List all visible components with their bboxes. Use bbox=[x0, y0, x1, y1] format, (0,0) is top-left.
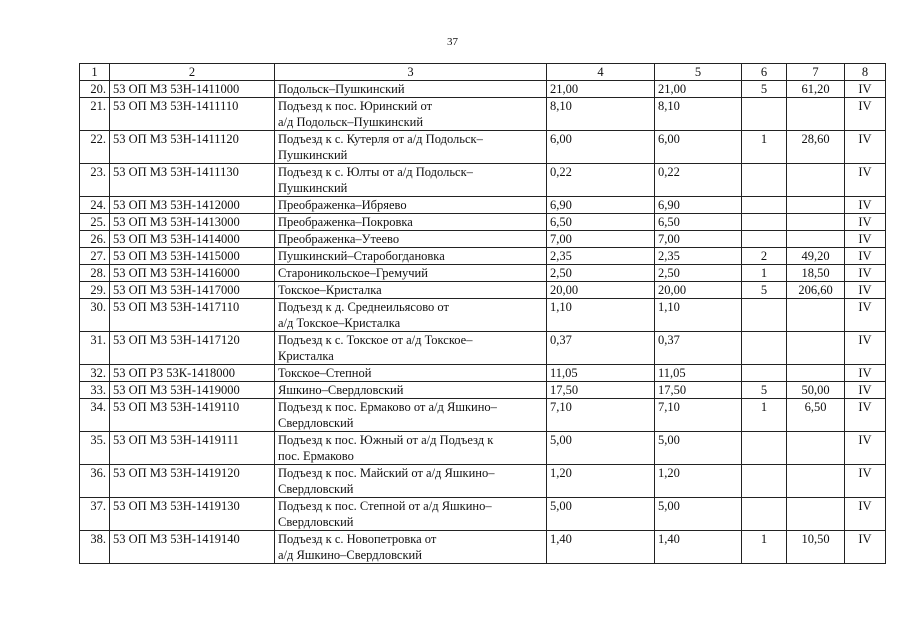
road-name bbox=[275, 231, 547, 248]
road-name-line: Пушкинский bbox=[278, 148, 348, 162]
row-number: 30. bbox=[80, 299, 110, 332]
category-value: IV bbox=[845, 131, 886, 164]
column-header: 3 bbox=[275, 64, 547, 81]
column-header: 7 bbox=[787, 64, 845, 81]
length-value-2: 6,50 bbox=[655, 214, 742, 231]
row-number: 25. bbox=[80, 214, 110, 231]
table-row bbox=[80, 282, 886, 299]
measure-value: 18,50 bbox=[787, 265, 845, 282]
category-value: IV bbox=[845, 197, 886, 214]
measure-value bbox=[787, 98, 845, 131]
table-row bbox=[80, 531, 886, 564]
category-value: IV bbox=[845, 164, 886, 197]
road-code: 53 ОП МЗ 53Н-1417110 bbox=[110, 299, 275, 332]
road-code: 53 ОП МЗ 53Н-1411000 bbox=[110, 81, 275, 98]
road-code: 53 ОП РЗ 53К-1418000 bbox=[110, 365, 275, 382]
road-name-line: Преображенка–Утеево bbox=[278, 232, 400, 246]
road-name-line: Подъезд к с. Юлты от а/д Подольск– bbox=[278, 165, 473, 179]
road-name-line: Подъезд к с. Токское от а/д Токское– bbox=[278, 333, 473, 347]
table-row bbox=[80, 265, 886, 282]
count-value bbox=[742, 465, 787, 498]
row-number: 33. bbox=[80, 382, 110, 399]
length-value: 7,10 bbox=[547, 399, 655, 432]
measure-value bbox=[787, 365, 845, 382]
count-value: 1 bbox=[742, 131, 787, 164]
measure-value: 50,00 bbox=[787, 382, 845, 399]
count-value bbox=[742, 98, 787, 131]
measure-value bbox=[787, 332, 845, 365]
length-value-2: 20,00 bbox=[655, 282, 742, 299]
length-value: 2,50 bbox=[547, 265, 655, 282]
table-row bbox=[80, 81, 886, 98]
table-row bbox=[80, 332, 886, 365]
road-name-line: Подъезд к с. Кутерля от а/д Подольск– bbox=[278, 132, 483, 146]
table-row bbox=[80, 299, 886, 332]
road-code: 53 ОП МЗ 53Н-1411120 bbox=[110, 131, 275, 164]
row-number: 20. bbox=[80, 81, 110, 98]
count-value bbox=[742, 214, 787, 231]
road-name-line: Пушкинский–Старобогдановка bbox=[278, 249, 445, 263]
length-value-2: 0,37 bbox=[655, 332, 742, 365]
count-value: 2 bbox=[742, 248, 787, 265]
column-header: 1 bbox=[80, 64, 110, 81]
category-value: IV bbox=[845, 332, 886, 365]
count-value bbox=[742, 498, 787, 531]
length-value: 0,22 bbox=[547, 164, 655, 197]
length-value: 2,35 bbox=[547, 248, 655, 265]
road-name-line: Кристалка bbox=[278, 349, 334, 363]
row-number: 37. bbox=[80, 498, 110, 531]
measure-value bbox=[787, 164, 845, 197]
length-value: 21,00 bbox=[547, 81, 655, 98]
count-value: 1 bbox=[742, 399, 787, 432]
road-name bbox=[275, 197, 547, 214]
table-row bbox=[80, 98, 886, 131]
length-value-2: 1,20 bbox=[655, 465, 742, 498]
length-value-2: 2,50 bbox=[655, 265, 742, 282]
road-name bbox=[275, 81, 547, 98]
road-name bbox=[275, 531, 547, 564]
count-value bbox=[742, 332, 787, 365]
category-value: IV bbox=[845, 214, 886, 231]
length-value-2: 7,10 bbox=[655, 399, 742, 432]
length-value-2: 6,00 bbox=[655, 131, 742, 164]
count-value bbox=[742, 299, 787, 332]
table-row bbox=[80, 432, 886, 465]
road-name-line: Подъезд к пос. Ермаково от а/д Яшкино– bbox=[278, 400, 497, 414]
table-row bbox=[80, 465, 886, 498]
category-value: IV bbox=[845, 81, 886, 98]
category-value: IV bbox=[845, 98, 886, 131]
count-value bbox=[742, 231, 787, 248]
road-code: 53 ОП МЗ 53Н-1417120 bbox=[110, 332, 275, 365]
length-value: 1,40 bbox=[547, 531, 655, 564]
category-value: IV bbox=[845, 248, 886, 265]
road-name-line: Преображенка–Покровка bbox=[278, 215, 413, 229]
road-name-line: пос. Ермаково bbox=[278, 449, 354, 463]
category-value: IV bbox=[845, 231, 886, 248]
row-number: 28. bbox=[80, 265, 110, 282]
road-code: 53 ОП МЗ 53Н-1411130 bbox=[110, 164, 275, 197]
road-name-line: Подъезд к пос. Степной от а/д Яшкино– bbox=[278, 499, 492, 513]
road-name-line: Подъезд к пос. Майский от а/д Яшкино– bbox=[278, 466, 495, 480]
table-row bbox=[80, 382, 886, 399]
road-name bbox=[275, 282, 547, 299]
count-value: 5 bbox=[742, 81, 787, 98]
length-value: 6,50 bbox=[547, 214, 655, 231]
row-number: 24. bbox=[80, 197, 110, 214]
length-value-2: 5,00 bbox=[655, 498, 742, 531]
length-value: 7,00 bbox=[547, 231, 655, 248]
table-row bbox=[80, 248, 886, 265]
road-name-line: Подъезд к д. Среднеильясово от bbox=[278, 300, 449, 314]
length-value: 17,50 bbox=[547, 382, 655, 399]
road-code: 53 ОП МЗ 53Н-1413000 bbox=[110, 214, 275, 231]
row-number: 34. bbox=[80, 399, 110, 432]
measure-value: 28,60 bbox=[787, 131, 845, 164]
count-value bbox=[742, 164, 787, 197]
road-name-line: Подольск–Пушкинский bbox=[278, 82, 405, 96]
row-number: 27. bbox=[80, 248, 110, 265]
measure-value bbox=[787, 465, 845, 498]
road-name-line: Свердловский bbox=[278, 416, 354, 430]
measure-value bbox=[787, 231, 845, 248]
length-value: 1,20 bbox=[547, 465, 655, 498]
row-number: 31. bbox=[80, 332, 110, 365]
measure-value bbox=[787, 432, 845, 465]
road-name-line: а/д Яшкино–Свердловский bbox=[278, 548, 422, 562]
count-value: 5 bbox=[742, 382, 787, 399]
count-value bbox=[742, 432, 787, 465]
category-value: IV bbox=[845, 432, 886, 465]
length-value-2: 1,40 bbox=[655, 531, 742, 564]
road-name-line: Староникольское–Гремучий bbox=[278, 266, 428, 280]
road-code: 53 ОП МЗ 53Н-1415000 bbox=[110, 248, 275, 265]
length-value: 1,10 bbox=[547, 299, 655, 332]
table-row bbox=[80, 365, 886, 382]
length-value: 11,05 bbox=[547, 365, 655, 382]
road-code: 53 ОП МЗ 53Н-1419111 bbox=[110, 432, 275, 465]
category-value: IV bbox=[845, 365, 886, 382]
road-code: 53 ОП МЗ 53Н-1411110 bbox=[110, 98, 275, 131]
count-value bbox=[742, 365, 787, 382]
count-value: 1 bbox=[742, 531, 787, 564]
length-value: 6,00 bbox=[547, 131, 655, 164]
category-value: IV bbox=[845, 265, 886, 282]
row-number: 32. bbox=[80, 365, 110, 382]
road-name bbox=[275, 98, 547, 131]
road-name-line: Яшкино–Свердловский bbox=[278, 383, 404, 397]
road-name bbox=[275, 214, 547, 231]
category-value: IV bbox=[845, 399, 886, 432]
road-name bbox=[275, 265, 547, 282]
row-number: 36. bbox=[80, 465, 110, 498]
road-code: 53 ОП МЗ 53Н-1414000 bbox=[110, 231, 275, 248]
road-name-line: Свердловский bbox=[278, 515, 354, 529]
length-value-2: 7,00 bbox=[655, 231, 742, 248]
road-code: 53 ОП МЗ 53Н-1419110 bbox=[110, 399, 275, 432]
road-code: 53 ОП МЗ 53Н-1419000 bbox=[110, 382, 275, 399]
road-name-line: Подъезд к с. Новопетровка от bbox=[278, 532, 437, 546]
length-value: 8,10 bbox=[547, 98, 655, 131]
table-row bbox=[80, 131, 886, 164]
column-header: 4 bbox=[547, 64, 655, 81]
length-value-2: 17,50 bbox=[655, 382, 742, 399]
table-row bbox=[80, 214, 886, 231]
row-number: 38. bbox=[80, 531, 110, 564]
road-name-line: Токское–Степной bbox=[278, 366, 372, 380]
road-name bbox=[275, 332, 547, 365]
row-number: 22. bbox=[80, 131, 110, 164]
road-code: 53 ОП МЗ 53Н-1412000 bbox=[110, 197, 275, 214]
table-row bbox=[80, 164, 886, 197]
length-value: 5,00 bbox=[547, 498, 655, 531]
road-name-line: Пушкинский bbox=[278, 181, 348, 195]
row-number: 26. bbox=[80, 231, 110, 248]
table-row bbox=[80, 197, 886, 214]
measure-value bbox=[787, 498, 845, 531]
measure-value: 61,20 bbox=[787, 81, 845, 98]
length-value-2: 0,22 bbox=[655, 164, 742, 197]
column-header: 6 bbox=[742, 64, 787, 81]
page-number: 37 bbox=[447, 36, 458, 48]
road-name-line: Токское–Кристалка bbox=[278, 283, 382, 297]
road-name-line: Свердловский bbox=[278, 482, 354, 496]
road-name bbox=[275, 131, 547, 164]
road-name bbox=[275, 399, 547, 432]
roads-table bbox=[79, 63, 886, 564]
count-value: 5 bbox=[742, 282, 787, 299]
road-name bbox=[275, 498, 547, 531]
road-name-line: Подъезд к пос. Южный от а/д Подъезд к bbox=[278, 433, 494, 447]
count-value bbox=[742, 197, 787, 214]
measure-value: 10,50 bbox=[787, 531, 845, 564]
road-name bbox=[275, 299, 547, 332]
road-code: 53 ОП МЗ 53Н-1416000 bbox=[110, 265, 275, 282]
measure-value bbox=[787, 299, 845, 332]
measure-value bbox=[787, 197, 845, 214]
category-value: IV bbox=[845, 299, 886, 332]
length-value-2: 1,10 bbox=[655, 299, 742, 332]
measure-value: 49,20 bbox=[787, 248, 845, 265]
road-name bbox=[275, 164, 547, 197]
length-value-2: 8,10 bbox=[655, 98, 742, 131]
table-row bbox=[80, 231, 886, 248]
road-name bbox=[275, 365, 547, 382]
road-name bbox=[275, 465, 547, 498]
length-value: 20,00 bbox=[547, 282, 655, 299]
table-row bbox=[80, 399, 886, 432]
category-value: IV bbox=[845, 498, 886, 531]
length-value: 0,37 bbox=[547, 332, 655, 365]
road-name bbox=[275, 248, 547, 265]
length-value: 6,90 bbox=[547, 197, 655, 214]
row-number: 21. bbox=[80, 98, 110, 131]
row-number: 29. bbox=[80, 282, 110, 299]
length-value-2: 2,35 bbox=[655, 248, 742, 265]
column-header: 5 bbox=[655, 64, 742, 81]
length-value: 5,00 bbox=[547, 432, 655, 465]
category-value: IV bbox=[845, 465, 886, 498]
road-name-line: а/д Токское–Кристалка bbox=[278, 316, 401, 330]
measure-value: 6,50 bbox=[787, 399, 845, 432]
row-number: 23. bbox=[80, 164, 110, 197]
measure-value: 206,60 bbox=[787, 282, 845, 299]
category-value: IV bbox=[845, 382, 886, 399]
measure-value bbox=[787, 214, 845, 231]
length-value-2: 11,05 bbox=[655, 365, 742, 382]
length-value-2: 5,00 bbox=[655, 432, 742, 465]
count-value: 1 bbox=[742, 265, 787, 282]
road-name-line: а/д Подольск–Пушкинский bbox=[278, 115, 424, 129]
length-value-2: 21,00 bbox=[655, 81, 742, 98]
row-number: 35. bbox=[80, 432, 110, 465]
column-header: 2 bbox=[110, 64, 275, 81]
table-header-row bbox=[80, 64, 886, 81]
road-code: 53 ОП МЗ 53Н-1419130 bbox=[110, 498, 275, 531]
table-row bbox=[80, 498, 886, 531]
length-value-2: 6,90 bbox=[655, 197, 742, 214]
road-code: 53 ОП МЗ 53Н-1419120 bbox=[110, 465, 275, 498]
road-code: 53 ОП МЗ 53Н-1417000 bbox=[110, 282, 275, 299]
road-name-line: Преображенка–Ибряево bbox=[278, 198, 407, 212]
road-code: 53 ОП МЗ 53Н-1419140 bbox=[110, 531, 275, 564]
road-name bbox=[275, 432, 547, 465]
column-header: 8 bbox=[845, 64, 886, 81]
category-value: IV bbox=[845, 282, 886, 299]
road-name-line: Подъезд к пос. Юринский от bbox=[278, 99, 433, 113]
category-value: IV bbox=[845, 531, 886, 564]
table-body bbox=[80, 81, 886, 564]
road-name bbox=[275, 382, 547, 399]
